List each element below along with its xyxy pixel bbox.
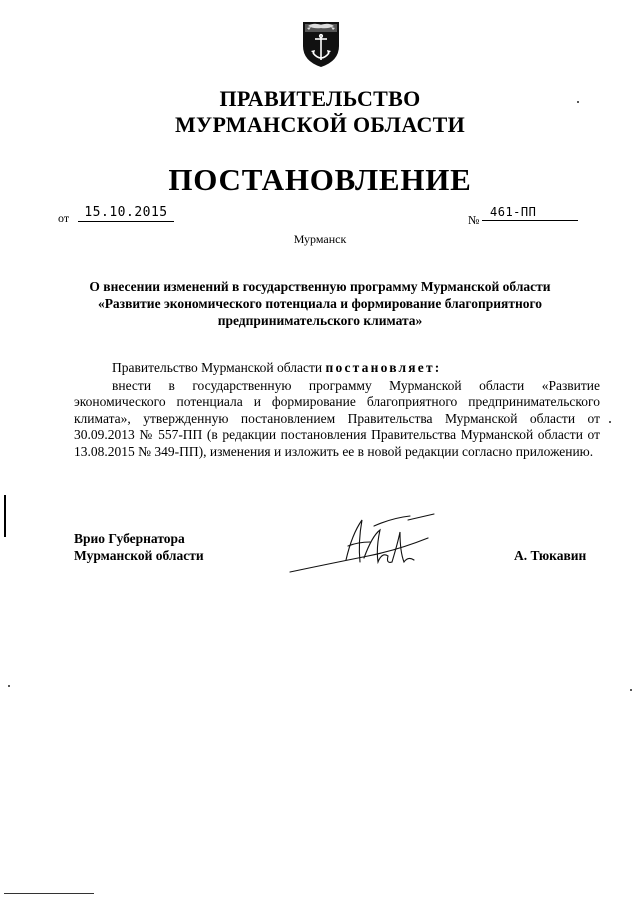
signer-position-line1: Врио Губернатора	[74, 531, 185, 546]
subject-line2: «Развитие экономического потенциала и формирование благоприятного	[97, 296, 543, 311]
government-title-line1: ПРАВИТЕЛЬСТВО	[219, 86, 421, 111]
number-prefix: №	[468, 213, 480, 227]
subject-line3: предпринимательского климата»	[217, 313, 423, 328]
intro-text: Правительство Мурманской области	[112, 360, 326, 375]
scan-speck	[8, 685, 10, 687]
signer-position-line2: Мурманской области	[74, 548, 204, 563]
document-type: ПОСТАНОВЛЕНИЕ	[168, 162, 472, 197]
government-title	[0, 86, 640, 138]
subject-line1: О внесении изменений в государственную программу Мурманской области	[89, 279, 551, 294]
document-body	[74, 360, 600, 460]
document-subject	[70, 278, 570, 329]
number-value: 461-ПП	[482, 204, 578, 221]
date-value: 15.10.2015	[78, 205, 174, 222]
city: Мурманск	[293, 232, 347, 246]
handwritten-signature	[288, 512, 438, 580]
resolution-intro	[74, 360, 600, 377]
scan-speck	[630, 689, 632, 691]
date-prefix: от	[58, 211, 70, 225]
resolution-paragraph: внести в государственную программу Мурманской области «Развитие экономического потенциала и формирование благоприятного предпринимательского климата», утвержденную постановлением Правительства Мурманской области от 30.09.2013 № 557-ПП (в редакции постановления Правительства Мурманской области от 13.08.2015 № 349-ПП), изменения и изложить ее в новой редакции согласно приложению.	[74, 377, 600, 459]
resolves-word: постановляет:	[325, 360, 442, 375]
scan-edge-mark	[4, 495, 6, 537]
scan-speck	[609, 421, 611, 423]
scan-bottom-line	[4, 893, 94, 894]
murmansk-coat-of-arms-icon	[300, 16, 342, 68]
signer-name: А. Тюкавин	[514, 548, 587, 563]
signer-position	[74, 530, 204, 564]
scan-speck	[577, 101, 579, 103]
government-title-line2: МУРМАНСКОЙ ОБЛАСТИ	[174, 112, 466, 137]
